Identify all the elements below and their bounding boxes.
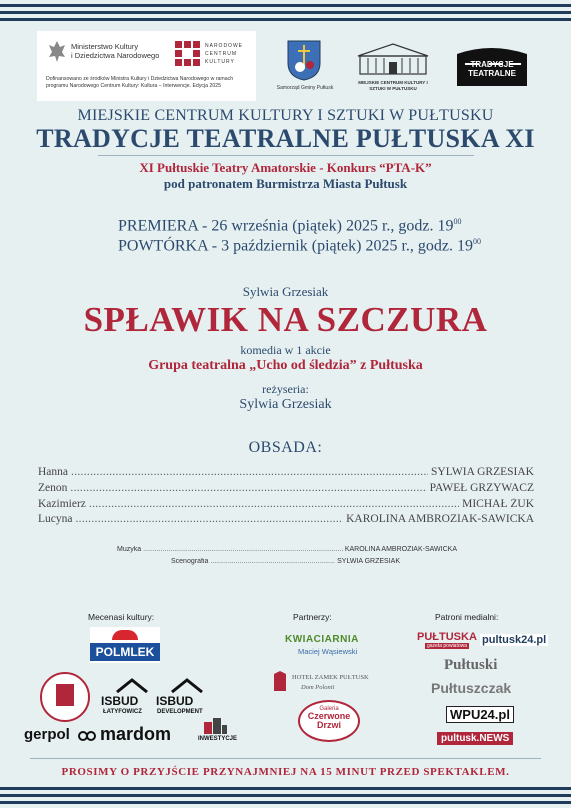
repeat-date: POWTÓRKA - 3 październik (piątek) 2025 r., godz. $19^{00}$	[118, 237, 482, 255]
tradycje-label: TRADYCJE TEATRALNE	[468, 60, 516, 78]
pultuska-gazeta-logo: PUŁTUSKA gazeta powiatowa	[417, 631, 477, 649]
institution-name: MIEJSKIE CENTRUM KULTURY I SZTUKI W PUŁTUSKU	[77, 107, 494, 124]
pultusk-crest-icon	[286, 39, 322, 81]
footer-divider	[30, 758, 541, 759]
samorzad-label: Samorząd Gminy Pułtusk	[276, 85, 334, 91]
local-seal-icon	[40, 672, 90, 722]
premiere-date: PREMIERA - 26 września (piątek) 2025 r., godz. $19^{00}$	[118, 217, 462, 235]
play-author: Sylwia Grzesiak	[242, 284, 329, 299]
director-name: Sylwia Grzesiak	[239, 397, 332, 412]
hotel-subtitle: Dom Polonii	[301, 684, 335, 691]
cast-actor: SYLWIA GRZESIAK	[431, 466, 534, 478]
mckis-building-icon	[356, 42, 430, 76]
mardom-logo: mardom	[100, 724, 172, 744]
patroni-label: Patroni medialni:	[435, 612, 499, 622]
cast-row	[38, 513, 534, 525]
hotel-castle-icon	[272, 670, 288, 692]
top-stripe-3	[0, 18, 571, 21]
pultuszczak-logo: Pułtuszczak	[431, 680, 512, 696]
directed-by-label: reżyseria:	[262, 382, 309, 396]
bottom-stripe-2	[0, 794, 571, 797]
theater-group: Grupa teatralna „Ucho od śledzia” z Pułtuska	[148, 358, 423, 373]
play-genre: komedia w 1 akcie	[240, 343, 331, 357]
cast-actor: MICHAŁ ŻUK	[462, 498, 534, 510]
festival-title: TRADYCJE TEATRALNE PUŁTUSKA XI	[36, 124, 535, 153]
hotel-name: HOTEL ZAMEK PUŁTUSK	[292, 674, 369, 681]
polmlek-logo: POLMLEK	[90, 627, 160, 663]
cast-heading: OBSADA:	[248, 439, 323, 456]
bottom-stripe-1	[0, 787, 571, 790]
cast-role: Lucyna	[38, 513, 73, 525]
sponsor-box	[37, 31, 256, 101]
pultusk24-logo: pultusk24.pl	[482, 634, 547, 646]
patronage: pod patronatem Burmistrza Miasta Pułtusk	[163, 176, 408, 191]
top-stripe-2	[0, 11, 571, 14]
crew-person: SYLWIA GRZESIAK	[337, 558, 400, 565]
play-title: SPŁAWIK NA SZCZURA	[83, 300, 488, 339]
crew-person: KAROLINA AMBROZIAK-SAWICKA	[344, 546, 457, 553]
cast-row	[38, 498, 534, 510]
mckis-label: MIEJSKIE CENTRUM KULTURY I SZTUKI W PUŁTUSKU	[358, 80, 428, 91]
bottom-stripe-3	[0, 801, 571, 804]
pultuski-logo: Pułtuski	[444, 657, 498, 673]
pultusk-news-logo: pultusk.NEWS	[437, 732, 513, 745]
cast-row	[38, 482, 534, 494]
ministry-name: Ministerstwo Kultury i Dziedzictwa Narodowego	[71, 42, 160, 60]
galeria-czerwone-drzwi-logo: Galeria Czerwone Drzwi	[298, 700, 360, 742]
funding-note: Dofinansowano ze środków Ministra Kultury i Dziedzictwa Narodowego w ramach programu Narodowego Centrum Kultury: Kultura – Interwencje. Edycja 2025	[46, 76, 234, 89]
cast-actor: PAWEŁ GRZYWACZ	[429, 482, 534, 494]
crew-row	[117, 546, 457, 553]
cast-role: Hanna	[38, 466, 69, 478]
crew-row	[171, 558, 400, 565]
cast-role: Zenon	[38, 482, 68, 494]
nck-name: NARODOWE CENTRUM KULTURY	[205, 43, 243, 65]
wpu24-logo: WPU24.pl	[446, 706, 514, 723]
eagle-emblem-icon	[47, 39, 67, 63]
crew-role: Scenografia	[171, 558, 209, 565]
polmlek-sun-icon	[112, 630, 138, 640]
kwiaciarnia-owner: Maciej Wąsiewski	[298, 647, 358, 656]
partnerzy-label: Partnerzy:	[293, 612, 332, 622]
crew-role: Muzyka	[117, 546, 142, 553]
top-stripe-1	[0, 4, 571, 7]
gerpol-logo: gerpol	[24, 726, 70, 743]
cast-row	[38, 466, 534, 478]
festival-subtitle: XI Pułtuskie Teatry Amatorskie - Konkurs “PTA-K”	[139, 160, 432, 175]
arrival-notice: PROSIMY O PRZYJŚCIE PRZYNAJMNIEJ NA 15 MINUT PRZED SPEKTAKLEM.	[61, 766, 510, 778]
mecenasi-label: Mecenasi kultury:	[88, 612, 155, 622]
kwiaciarnia-logo: KWIACIARNIA	[285, 634, 359, 645]
house-roof-icon	[170, 677, 204, 693]
cast-role: Kazimierz	[38, 498, 86, 510]
nck-logo-icon	[175, 41, 201, 67]
header-divider	[98, 155, 474, 156]
house-roof-icon	[115, 677, 149, 693]
cast-actor: KAROLINA AMBROZIAK-SAWICKA	[346, 513, 534, 525]
gerpol-mark-icon	[78, 729, 96, 743]
inwestycje-building-icon	[202, 716, 228, 734]
